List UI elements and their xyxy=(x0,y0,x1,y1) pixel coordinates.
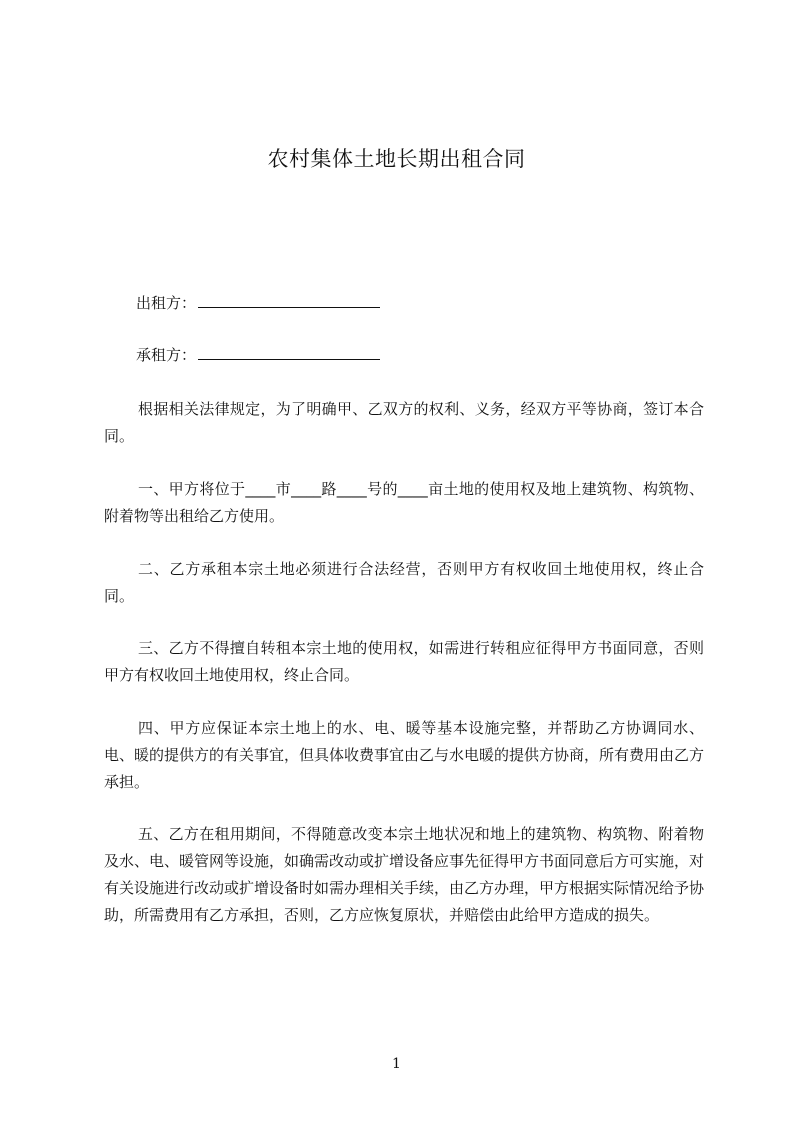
paragraph-clause-1: 一、甲方将位于____市____路____号的____亩土地的使用权及地上建筑物、构筑物、附着物等出租给乙方使用。 xyxy=(104,480,704,525)
page-number: 1 xyxy=(392,1056,401,1072)
document-title: 农村集体土地长期出租合同 xyxy=(267,147,526,171)
lessee-line xyxy=(136,344,380,365)
lessor-blank xyxy=(198,292,380,308)
paragraph-clause-4: 四、甲方应保证本宗土地上的水、电、暖等基本设施完整，并帮助乙方协调同水、电、暖的提供方的有关事宜，但具体收费事宜由乙与水电暖的提供方协商，所有费用由乙方承担。 xyxy=(104,719,705,791)
lessor-line xyxy=(136,292,380,313)
paragraph-clause-3: 三、乙方不得擅自转租本宗土地的使用权，如需进行转租应征得甲方书面同意，否则甲方有权收回土地使用权，终止合同。 xyxy=(104,639,704,684)
paragraph-clause-2: 二、乙方承租本宗土地必须进行合法经营，否则甲方有权收回土地使用权，终止合同。 xyxy=(104,560,704,605)
lessee-blank xyxy=(198,344,380,360)
lessor-label: 出租方： xyxy=(136,294,197,312)
paragraph-clause-5: 五、乙方在租用期间，不得随意改变本宗土地状况和地上的建筑物、构筑物、附着物及水、电、暖管网等设施，如确需改动或扩增设备应事先征得甲方书面同意后方可实施，对有关设施进行改动或扩增设备时如需办理相关手续，由乙方办理，甲方根据实际情况给予协助，所需费用有乙方承担，否则，乙方应恢复原状，并赔偿由此给甲方造成的损失。 xyxy=(104,825,705,924)
paragraph-preamble: 根据相关法律规定，为了明确甲、乙双方的权利、义务，经双方平等协商，签订本合同。 xyxy=(104,400,704,445)
lessee-label: 承租方： xyxy=(136,346,197,364)
